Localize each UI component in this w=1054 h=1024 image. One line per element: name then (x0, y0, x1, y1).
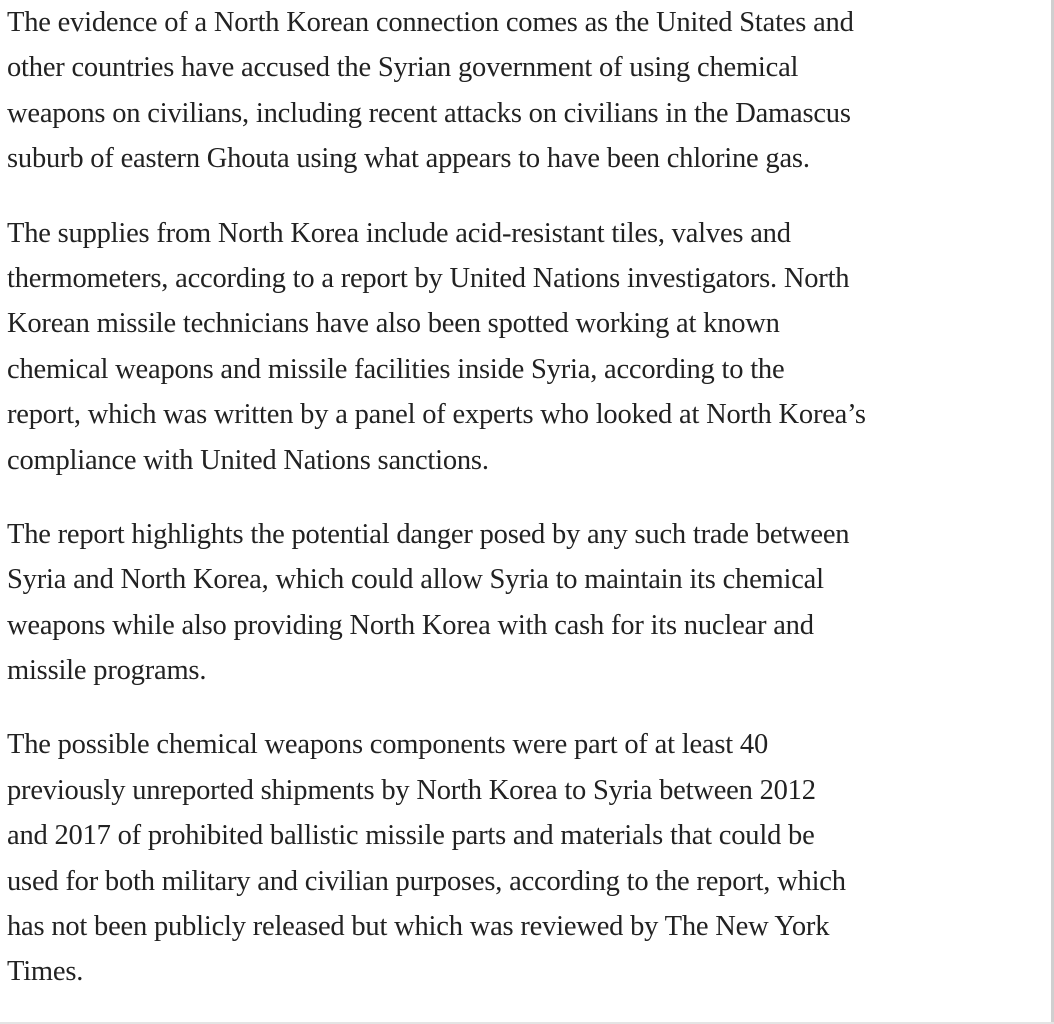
text-line: The possible chemical weapons components were part of at least 40 (7, 729, 768, 761)
article-body (7, 0, 1047, 995)
text-line: Korean missile technicians have also been spotted working at known (7, 308, 780, 340)
paragraph-2 (7, 211, 1047, 483)
text-line: missile programs. (7, 655, 207, 687)
text-line: chemical weapons and missile facilities inside Syria, according to the (7, 353, 785, 385)
text-line: other countries have accused the Syrian government of using chemical (7, 52, 799, 84)
text-line: has not been publicly released but which was reviewed by The New York (7, 911, 830, 943)
text-line: and 2017 of prohibited ballistic missile parts and materials that could be (7, 820, 815, 852)
text-line: suburb of eastern Ghouta using what appears to have been chlorine gas. (7, 143, 810, 175)
text-line: used for both military and civilian purposes, according to the report, which (7, 865, 846, 897)
text-line: Times. (7, 956, 84, 988)
paragraph-3 (7, 512, 1047, 694)
text-line: The evidence of a North Korean connection comes as the United States and (7, 7, 854, 38)
text-line: Syria and North Korea, which could allow Syria to maintain its chemical (7, 564, 824, 596)
text-line: weapons while also providing North Korea with cash for its nuclear and (7, 609, 814, 641)
text-line: The report highlights the potential danger posed by any such trade between (7, 518, 850, 550)
text-line: previously unreported shipments by North Korea to Syria between 2012 (7, 774, 816, 806)
text-line: thermometers, according to a report by United Nations investigators. North (7, 262, 850, 294)
paragraph-1 (7, 0, 1047, 182)
paragraph-4 (7, 722, 1047, 994)
text-line: weapons on civilians, including recent attacks on civilians in the Damascus (7, 97, 851, 129)
text-line: The supplies from North Korea include acid-resistant tiles, valves and (7, 217, 791, 249)
text-line: compliance with United Nations sanctions. (7, 444, 489, 476)
text-line: report, which was written by a panel of experts who looked at North Korea’s (7, 399, 866, 431)
